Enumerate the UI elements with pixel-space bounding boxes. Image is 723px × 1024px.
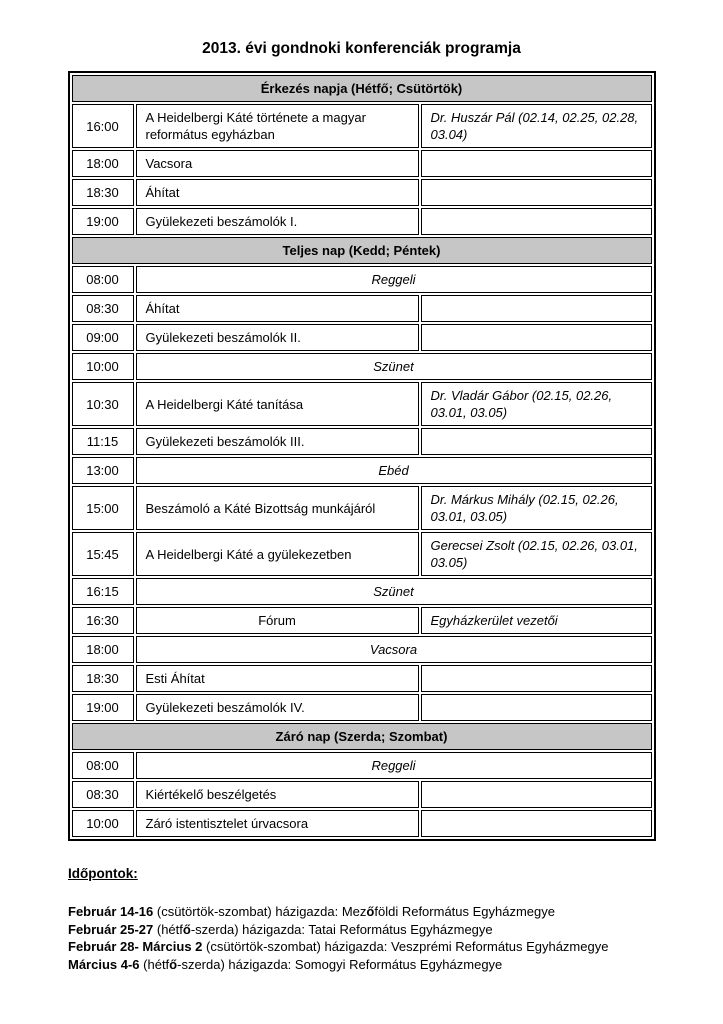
speaker-cell: Dr. Márkus Mihály (02.15, 02.26, 03.01, 03.05)	[421, 486, 652, 530]
footer-line-segment: -szerda) házigazda: Somogyi Református Egyházmegye	[177, 956, 503, 972]
section-header: Teljes nap (Kedd; Péntek)	[72, 237, 652, 264]
section-header-row	[72, 75, 652, 102]
table-row	[72, 457, 652, 484]
table-row	[72, 486, 652, 530]
activity-cell: A Heidelbergi Káté a gyülekezetben	[136, 532, 419, 576]
speaker-cell	[421, 150, 652, 177]
table-row	[72, 810, 652, 837]
table-row	[72, 694, 652, 721]
time-cell: 16:30	[72, 607, 134, 634]
footer-line-segment: Március 4-6	[68, 956, 140, 972]
time-cell: 11:15	[72, 428, 134, 455]
table-row	[72, 150, 652, 177]
time-cell: 18:30	[72, 665, 134, 692]
time-cell: 08:30	[72, 295, 134, 322]
speaker-cell	[421, 208, 652, 235]
table-row	[72, 752, 652, 779]
time-cell: 16:15	[72, 578, 134, 605]
speaker-cell	[421, 665, 652, 692]
footer-line-segment: -szerda) házigazda: Tatai Református Egyházmegye	[190, 921, 493, 937]
activity-cell: A Heidelbergi Káté története a magyar református egyházban	[136, 104, 419, 148]
footer-section	[68, 866, 723, 973]
footer-line-segment: (hétf	[139, 956, 170, 972]
table-row	[72, 382, 652, 426]
footer-line-segment: ő	[169, 956, 178, 972]
program-table-body	[72, 75, 652, 837]
time-cell: 13:00	[72, 457, 134, 484]
table-row	[72, 607, 652, 634]
activity-cell: Reggeli	[136, 266, 652, 293]
table-row	[72, 636, 652, 663]
speaker-cell: Gerecsei Zsolt (02.15, 02.26, 03.01, 03.05)	[421, 532, 652, 576]
activity-cell: Gyülekezeti beszámolók III.	[136, 428, 419, 455]
activity-cell: Gyülekezeti beszámolók I.	[136, 208, 419, 235]
activity-cell: Ebéd	[136, 457, 652, 484]
table-row	[72, 781, 652, 808]
speaker-cell: Dr. Vladár Gábor (02.15, 02.26, 03.01, 03.05)	[421, 382, 652, 426]
activity-cell: Reggeli	[136, 752, 652, 779]
activity-cell: Gyülekezeti beszámolók II.	[136, 324, 419, 351]
time-cell: 15:00	[72, 486, 134, 530]
table-row	[72, 578, 652, 605]
table-row	[72, 104, 652, 148]
time-cell: 10:00	[72, 353, 134, 380]
activity-cell: Vacsora	[136, 636, 652, 663]
time-cell: 18:00	[72, 636, 134, 663]
program-table	[68, 71, 656, 841]
table-row	[72, 665, 652, 692]
section-header: Záró nap (Szerda; Szombat)	[72, 723, 652, 750]
time-cell: 10:00	[72, 810, 134, 837]
speaker-cell	[421, 295, 652, 322]
time-cell: 18:00	[72, 150, 134, 177]
time-cell: 09:00	[72, 324, 134, 351]
time-cell: 19:00	[72, 208, 134, 235]
time-cell: 19:00	[72, 694, 134, 721]
footer-line-segment: Február 25-27	[68, 921, 154, 937]
activity-cell: Esti Áhítat	[136, 665, 419, 692]
footer-line	[68, 903, 723, 921]
speaker-cell	[421, 324, 652, 351]
speaker-cell	[421, 694, 652, 721]
footer-line-segment: Február 14-16	[68, 904, 154, 919]
activity-cell: Záró istentisztelet úrvacsora	[136, 810, 419, 837]
time-cell: 18:30	[72, 179, 134, 206]
footer-line-segment: (hétf	[153, 921, 183, 937]
footer-line-segment: földi Református Egyházmegye	[374, 904, 556, 919]
activity-cell: Beszámoló a Káté Bizottság munkájáról	[136, 486, 419, 530]
time-cell: 10:30	[72, 382, 134, 426]
footer-line-segment: ő	[182, 921, 191, 937]
activity-cell: Vacsora	[136, 150, 419, 177]
activity-cell: Fórum	[136, 607, 419, 634]
speaker-cell	[421, 781, 652, 808]
time-cell: 08:00	[72, 266, 134, 293]
speaker-cell: Dr. Huszár Pál (02.14, 02.25, 02.28, 03.04)	[421, 104, 652, 148]
speaker-cell	[421, 428, 652, 455]
time-cell: 15:45	[72, 532, 134, 576]
footer-line-segment: ő	[366, 904, 375, 919]
activity-cell: Áhítat	[136, 295, 419, 322]
table-row	[72, 295, 652, 322]
table-row	[72, 428, 652, 455]
activity-cell: A Heidelbergi Káté tanítása	[136, 382, 419, 426]
footer-line-segment: (csütörtök-szombat) házigazda: Veszprémi Református Egyházmegye	[202, 939, 609, 954]
table-row	[72, 179, 652, 206]
footer-line	[68, 921, 723, 939]
activity-cell: Kiértékelő beszélgetés	[136, 781, 419, 808]
footer-line-segment: Február 28- Március 2	[68, 939, 203, 954]
speaker-cell	[421, 810, 652, 837]
section-header-row	[72, 237, 652, 264]
section-header-row	[72, 723, 652, 750]
activity-cell: Szünet	[136, 353, 652, 380]
time-cell: 08:00	[72, 752, 134, 779]
section-header: Érkezés napja (Hétfő; Csütörtök)	[72, 75, 652, 102]
speaker-cell: Egyházkerület vezetői	[421, 607, 652, 634]
time-cell: 08:30	[72, 781, 134, 808]
activity-cell: Áhítat	[136, 179, 419, 206]
time-cell: 16:00	[72, 104, 134, 148]
activity-cell: Szünet	[136, 578, 652, 605]
table-row	[72, 324, 652, 351]
page-title: 2013. évi gondnoki konferenciák programja	[202, 40, 521, 57]
speaker-cell	[421, 179, 652, 206]
footer-line	[68, 956, 723, 974]
footer-line-segment: (csütörtök-szombat) házigazda: Mez	[153, 904, 367, 919]
activity-cell: Gyülekezeti beszámolók IV.	[136, 694, 419, 721]
table-row	[72, 208, 652, 235]
table-row	[72, 532, 652, 576]
footer-line	[68, 938, 723, 956]
footer-heading: Időpontok:	[68, 866, 138, 881]
footer-lines	[68, 903, 723, 973]
table-row	[72, 266, 652, 293]
table-row	[72, 353, 652, 380]
